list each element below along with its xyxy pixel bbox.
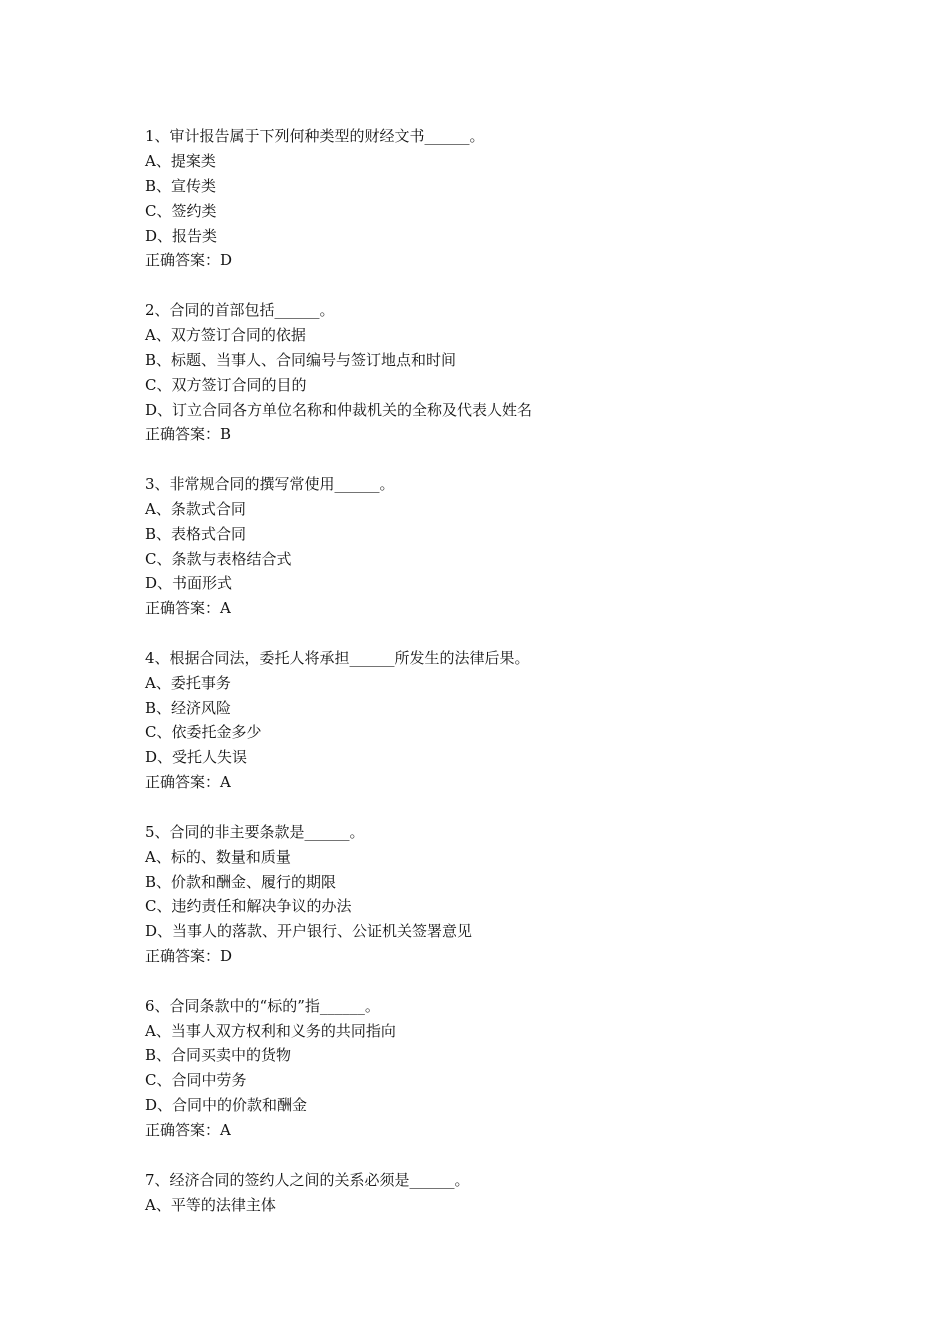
option-a: A、双方签订合同的依据 (145, 325, 306, 344)
option-b: B、价款和酬金、履行的期限 (145, 872, 337, 891)
option-b: B、经济风险 (145, 698, 232, 717)
option-a: A、当事人双方权利和义务的共同指向 (145, 1021, 396, 1040)
option-a: A、条款式合同 (145, 499, 246, 518)
question-2 (145, 298, 865, 447)
question-stem: 5、合同的非主要条款是______。 (145, 822, 365, 841)
option-d: D、合同中的价款和酬金 (145, 1096, 308, 1115)
option-a: A、标的、数量和质量 (145, 847, 291, 866)
question-4 (145, 646, 865, 795)
question-stem: 4、根据合同法，委托人将承担______所发生的法律后果。 (145, 648, 530, 667)
question-stem: 6、合同条款中的“标的”指______。 (145, 996, 380, 1015)
document-page (145, 124, 865, 1242)
question-6 (145, 994, 865, 1143)
correct-answer: 正确答案：B (145, 425, 232, 444)
question-5 (145, 820, 865, 969)
option-d: D、书面形式 (145, 574, 233, 593)
question-7 (145, 1168, 865, 1218)
option-b: B、合同买卖中的货物 (145, 1046, 292, 1065)
question-3 (145, 472, 865, 621)
option-c: C、合同中劳务 (145, 1071, 247, 1090)
option-b: B、标题、当事人、合同编号与签订地点和时间 (145, 350, 457, 369)
correct-answer: 正确答案：D (145, 251, 233, 270)
correct-answer: 正确答案：A (145, 773, 231, 792)
option-a: A、平等的法律主体 (145, 1195, 276, 1214)
option-d: D、报告类 (145, 226, 218, 245)
option-c: C、违约责任和解决争议的办法 (145, 897, 352, 916)
option-d: D、当事人的落款、开户银行、公证机关签署意见 (145, 922, 473, 941)
option-c: C、条款与表格结合式 (145, 549, 292, 568)
correct-answer: 正确答案：A (145, 1121, 231, 1140)
option-b: B、表格式合同 (145, 524, 247, 543)
option-b: B、宣传类 (145, 176, 217, 195)
question-stem: 7、经济合同的签约人之间的关系必须是______。 (145, 1170, 470, 1189)
question-stem: 1、审计报告属于下列何种类型的财经文书______。 (145, 127, 485, 145)
option-c: C、签约类 (145, 201, 217, 220)
option-d: D、订立合同各方单位名称和仲裁机关的全称及代表人姓名 (145, 400, 533, 419)
correct-answer: 正确答案：D (145, 947, 233, 966)
option-c: C、依委托金多少 (145, 723, 262, 742)
option-d: D、受托人失误 (145, 748, 248, 767)
question-stem: 3、非常规合同的撰写常使用______。 (145, 474, 395, 493)
question-1 (145, 124, 865, 273)
correct-answer: 正确答案：A (145, 599, 231, 618)
question-stem: 2、合同的首部包括______。 (145, 300, 335, 319)
option-a: A、提案类 (145, 151, 216, 170)
option-c: C、双方签订合同的目的 (145, 375, 307, 394)
option-a: A、委托事务 (145, 673, 231, 692)
